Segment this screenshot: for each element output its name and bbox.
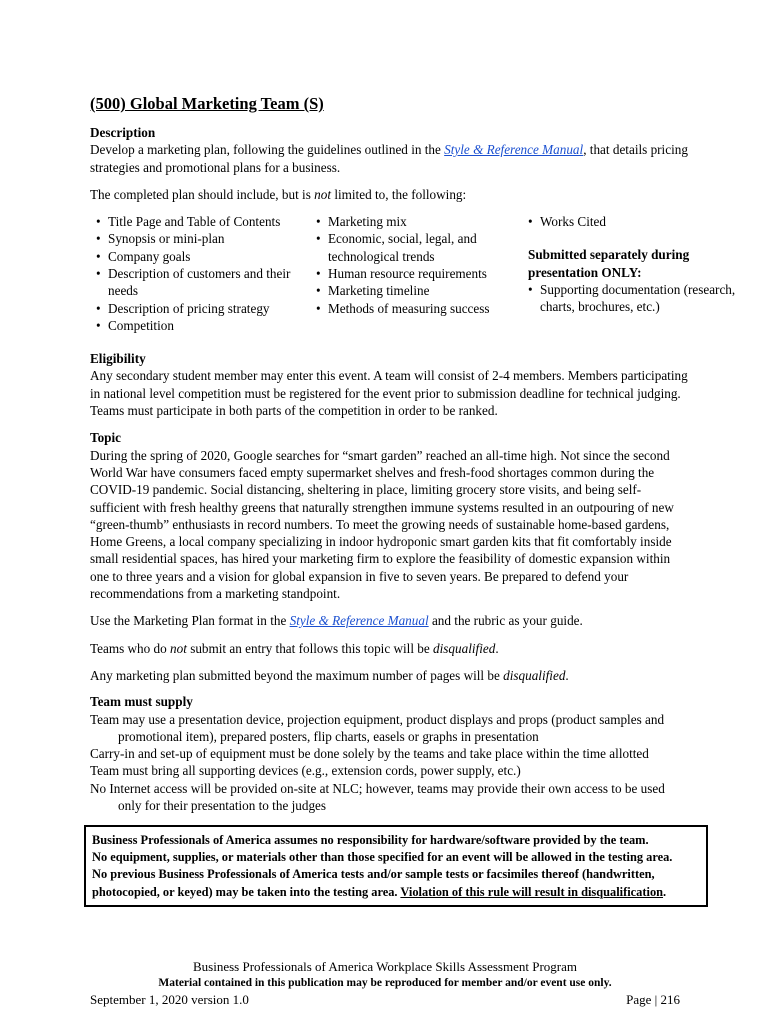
- footer-material-notice: Material contained in this publication may be reproduced for member and/or event use only.: [158, 977, 612, 989]
- notice-line-2: No equipment, supplies, or materials other than those specified for an event will be allowed in the testing area.: [92, 850, 673, 865]
- format-text-end: and the rubric as your guide.: [428, 613, 583, 629]
- notice-violation-text: Violation of this rule will result in disqualification: [400, 884, 664, 899]
- list-item: • Title Page and Table of Contents: [96, 213, 306, 230]
- include-text-start: The completed plan should include, but is: [90, 186, 315, 202]
- document-body: [90, 93, 736, 814]
- list-item: • Competition: [96, 317, 306, 334]
- description-text: [90, 141, 690, 176]
- supply-item: Team must bring all supporting devices (e.g., extension cords, power supply, etc.): [90, 763, 521, 779]
- team-supply-heading: Team must supply: [90, 694, 193, 710]
- topic-section: [90, 429, 690, 684]
- page-title: (500) Global Marketing Team (S): [90, 94, 324, 113]
- bullet-column-2: [316, 213, 516, 317]
- description-section: [90, 124, 690, 203]
- supply-item: Carry-in and set-up of equipment must be done solely by the teams and take place within the time allotted: [90, 746, 649, 762]
- include-text-end: limited to, the following:: [331, 186, 467, 202]
- format-text: [90, 612, 690, 629]
- notice-line-3: [92, 866, 700, 900]
- description-text-start: Develop a marketing plan, following the guidelines outlined in the: [90, 142, 445, 158]
- eligibility-heading: Eligibility: [90, 351, 146, 367]
- bullet-column-3: [528, 213, 743, 315]
- dq1-start: Teams who do: [90, 640, 171, 656]
- dq1-middle: submit an entry that follows this topic will be: [186, 640, 434, 656]
- dq1-end: .: [495, 640, 499, 656]
- eligibility-section: [90, 350, 690, 419]
- topic-text: During the spring of 2020, Google searches for “smart garden” reached an all-time high. Not since the second World War have consumers faced empty supermarket shelves and fresh-food shortages common during the COVID-19 pandemic. Social distancing, sheltering in place, limiting grocery store visits, and being self-sufficient with fresh healthy greens that naturally strengthen immune systems resulted in an outpouring of new “green-thumb” enthusiasts in record numbers. To meet the growing needs of sustainable home-based gardens, Home Greens, a local company specializing in indoor hydroponic smart garden kits that fit comfortably inside small residential spaces, has hired your marketing firm to explore the feasibility of domestic expansion within one to three years and a vision for global expansion in five to seven years. Be prepared to defend your recommendations from a marketing standpoint.: [90, 447, 674, 602]
- list-item: • Human resource requirements: [316, 265, 516, 282]
- requirements-bullets: [90, 213, 736, 341]
- description-text-end: , that details pricing strategies and promotional plans for a business.: [90, 142, 688, 175]
- style-reference-manual-link-2[interactable]: Style & Reference Manual: [289, 613, 429, 629]
- separate-submission-heading: Submitted separately during presentation ONLY:: [528, 247, 690, 280]
- description-heading: Description: [90, 125, 156, 140]
- list-item: • Synopsis or mini-plan: [96, 230, 306, 247]
- list-item: • Marketing mix: [316, 213, 516, 230]
- team-supply-section: [90, 693, 690, 814]
- include-not-word: not: [314, 186, 332, 202]
- notice-line-1: Business Professionals of America assumes no responsibility for hardware/software provided by the team.: [92, 833, 649, 847]
- eligibility-text: Any secondary student member may enter this event. A team will consist of 2-4 members. Members participating in national level competition must be registered for the event prior to submission deadline for technical judging. Teams must participate in both parts of the competition in order to be ranked.: [90, 368, 688, 419]
- list-item: • Description of pricing strategy: [96, 300, 306, 317]
- footer-page-number: Page | 216: [626, 992, 680, 1007]
- footer-program: Business Professionals of America Workplace Skills Assessment Program: [193, 959, 577, 974]
- dq1-disqualified-word: disqualified: [433, 640, 496, 656]
- supply-item: Team may use a presentation device, projection equipment, product displays and props (product samples and promotional item), prepared posters, flip charts, easels or graphs in presentation: [90, 711, 665, 744]
- include-text: [90, 186, 690, 203]
- topic-heading: Topic: [90, 430, 122, 446]
- format-text-start: Use the Marketing Plan format in the: [90, 613, 290, 629]
- bullet-column-1: [96, 213, 306, 334]
- notice-line-3-text: No previous Business Professionals of America tests and/or sample tests or facsimiles thereof (handwritten, photocopied, or keyed) may be taken into the testing area.: [92, 867, 655, 899]
- list-item: • Supporting documentation (research, charts, brochures, etc.): [528, 281, 743, 316]
- style-reference-manual-link[interactable]: Style & Reference Manual: [444, 142, 584, 158]
- dq2-disqualified-word: disqualified: [503, 667, 566, 683]
- list-item: • Marketing timeline: [316, 282, 516, 299]
- disqualify-pages-text: [90, 667, 690, 684]
- list-item: • Company goals: [96, 248, 306, 265]
- supply-item: No Internet access will be provided on-site at NLC; however, teams may provide their own access to be used only for their presentation to the judges: [90, 780, 665, 814]
- notice-line-3-end: .: [663, 884, 667, 899]
- list-item: • Economic, social, legal, and technological trends: [316, 230, 516, 265]
- disqualify-topic-text: [90, 640, 690, 657]
- footer-version-date: September 1, 2020 version 1.0: [90, 992, 249, 1007]
- list-item: • Works Cited: [528, 213, 743, 230]
- responsibility-notice-box: [84, 825, 708, 907]
- dq2-start: Any marketing plan submitted beyond the maximum number of pages will be: [90, 667, 504, 683]
- dq2-end: .: [565, 667, 569, 683]
- list-item: • Methods of measuring success: [316, 300, 516, 317]
- list-item: • Description of customers and their needs: [96, 265, 306, 300]
- dq1-not-word: not: [170, 640, 187, 656]
